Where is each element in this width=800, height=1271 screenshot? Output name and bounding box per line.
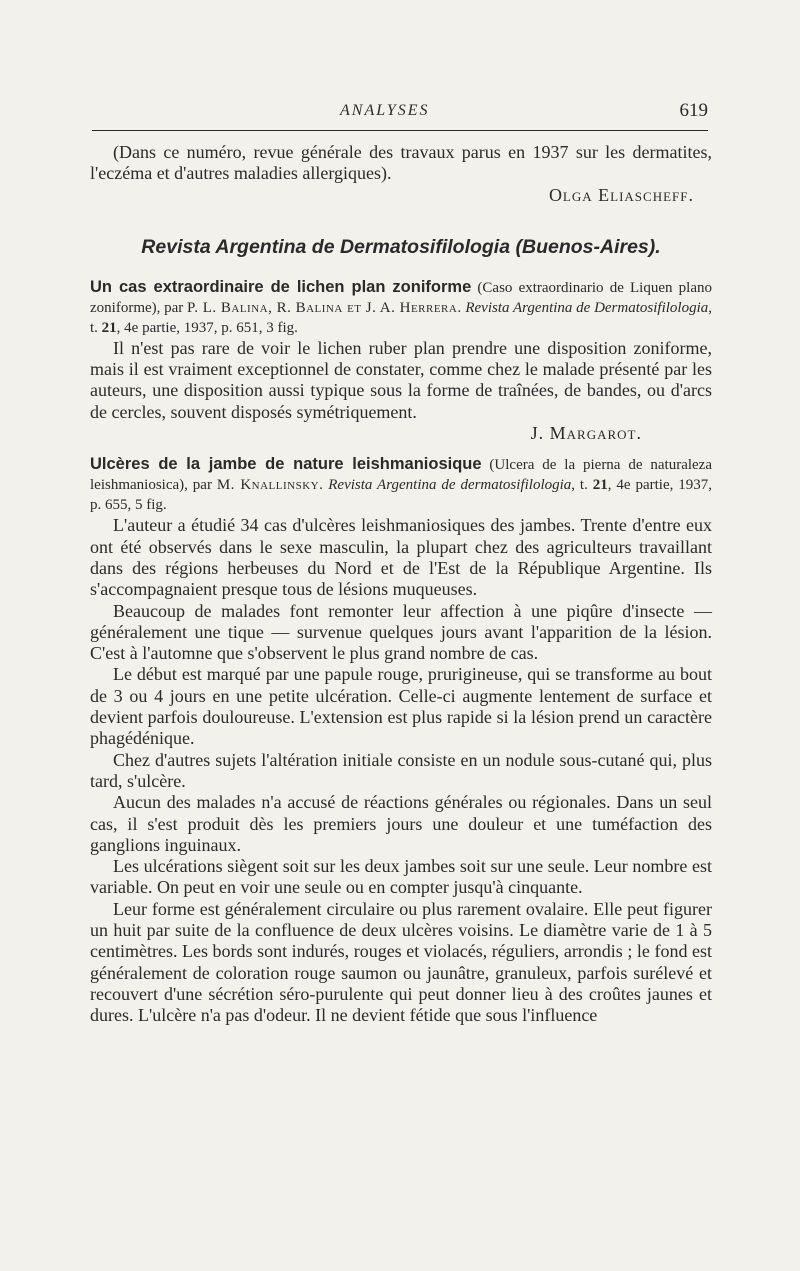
article-2-original-title: (Ulcera de la pierna de naturaleza leishmaniosica), par <box>90 457 712 494</box>
article-1-signature: J. Margarot. <box>530 423 642 444</box>
article-1-ref-b: , 4e partie, 1937, p. 651, 3 fig. <box>116 319 298 336</box>
running-head: ANALYSES <box>340 102 430 119</box>
article-1-volume: 21 <box>101 319 117 336</box>
article-1-original-title: (Caso extraordinario de Liquen plano zoniforme), par <box>90 279 712 316</box>
article-2-ref-b: , 4e partie, 1937, p. 655, 5 fig. <box>90 477 713 514</box>
article-2-journal: Revista Argentina de dermatosifilologia <box>328 477 572 494</box>
journal-heading: Revista Argentina de Dermatosifilologia (Buenos-Aires). <box>141 235 661 258</box>
article-1-title: Un cas extraordinaire de lichen plan zoniforme <box>90 277 472 296</box>
page-header <box>92 96 708 131</box>
article-1-body <box>90 338 712 444</box>
article-2 <box>90 454 712 1026</box>
article-2-title: Ulcères de la jambe de nature leishmaniosique <box>90 455 482 474</box>
article-2-paragraph: Leur forme est généralement circulaire ou plus rarement ovalaire. Elle peut figurer un huit par suite de la confluence de deux ulcères voisins. Le diamètre varie de 1 à 5 centimètres. Les bords sont indurés, rouges et violacés, réguliers, arrondis ; le fond est généralement de coloration rouge saumon ou jaunâtre, granuleux, parfois surélevé et recouvert d'une sécrétion séro-purulente qui peut donner lieu à des croûtes jaunes et dures. L'ulcère n'a pas d'odeur. Il ne devient fétide que sous l'influence <box>90 898 712 1026</box>
article-2-ref-a: , t. <box>571 477 593 494</box>
article-1-ref-a: , t. <box>90 299 712 336</box>
page-number: 619 <box>679 100 708 121</box>
article-1-body-text: Il n'est pas rare de voir le lichen ruber plan prendre une disposition zoniforme, mais il est vraiment exceptionnel de constater, comme chez le malade présenté par les auteurs, une disposition aussi typique sous la forme de traînées, de bandes, ou d'arcs de cercles, souvent disposés symétriquement. <box>90 337 712 422</box>
article-2-paragraph: Le début est marqué par une papule rouge, prurigineuse, qui se transforme au bout de 3 ou 4 jours en une petite ulcération. Celle-ci augmente lentement de surface et devient parfois douloureuse. L'extension est plus rapide si la lésion prend un caractère phagédénique. <box>90 664 712 749</box>
article-2-authors: M. Knallinsky. <box>216 477 324 494</box>
intro-signature: Olga Eliascheff. <box>548 184 694 205</box>
page-body <box>90 142 712 1027</box>
article-1-authors: P. L. Balina, R. Balina et J. A. Herrera. <box>187 299 462 316</box>
article-gap <box>90 444 712 450</box>
article-1 <box>90 277 712 444</box>
article-2-volume: 21 <box>592 477 608 494</box>
article-1-reference <box>90 277 712 338</box>
article-2-paragraph: Aucun des malades n'a accusé de réactions générales ou régionales. Dans un seul cas, il s'est produit dès les premiers jours une douleur et une tuméfaction des ganglions inguinaux. <box>90 792 712 855</box>
intro-paragraph: (Dans ce numéro, revue générale des travaux parus en 1937 sur les dermatites, l'eczéma et d'autres maladies allergiques). <box>90 142 712 184</box>
article-2-reference <box>90 454 712 515</box>
article-2-paragraph: L'auteur a étudié 34 cas d'ulcères leishmaniosiques des jambes. Trente d'entre eux ont été observés dans le sexe masculin, la plupart chez des agriculteurs travaillant dans des régions herbeuses du Nord et de l'Est de la République Argentine. Ils s'accompagnaient presque tous de lésions muqueuses. <box>90 515 712 600</box>
article-2-paragraph: Chez d'autres sujets l'altération initiale consiste en un nodule sous-cutané qui, plus tard, s'ulcère. <box>90 749 712 791</box>
article-2-paragraph: Beaucoup de malades font remonter leur affection à une piqûre d'insecte — généralement une tique — survenue quelques jours avant l'apparition de la lésion. C'est à l'automne que s'observent le plus grand nombre de cas. <box>90 600 712 664</box>
article-1-journal: Revista Argentina de Dermatosifilologia <box>465 299 709 316</box>
article-2-paragraph: Les ulcérations siègent soit sur les deux jambes soit sur une seule. Leur nombre est variable. On peut en voir une seule ou en compter jusqu'à cinquante. <box>90 856 712 898</box>
